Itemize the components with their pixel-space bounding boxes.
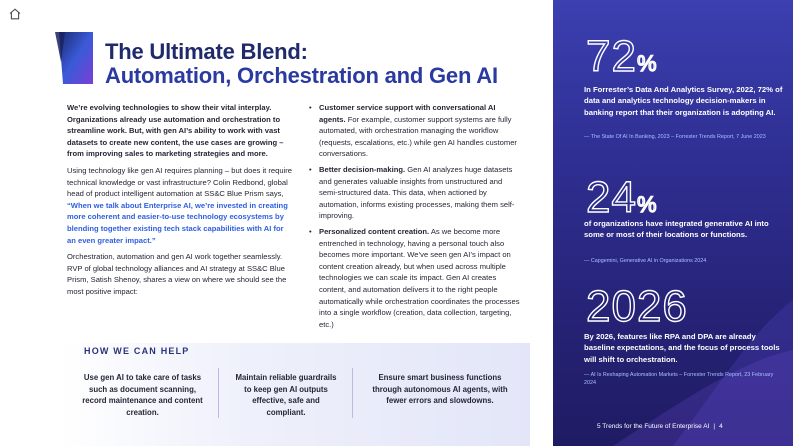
stat-source: — Capgemini, Generative AI in Organizations 2024: [584, 258, 707, 264]
stat-source: — The State Of AI In Banking, 2023 – Forrester Trends Report, 7 June 2023: [584, 134, 766, 140]
stat-value: 72: [586, 32, 637, 81]
list-item: [307, 164, 520, 222]
footer-separator: |: [713, 423, 716, 430]
help-divider: [218, 368, 219, 418]
shenoy-paragraph: Orchestration, automation and gen AI work together seamlessly. RVP of global technology alliances and AI strategy at SS&C Blue Prism, Satish Shenoy, shares a view on where we should see the most positive impact:: [67, 252, 287, 296]
help-item: Ensure smart business functions through autonomous AI agents, with fewer errors and slowdowns.: [372, 373, 508, 405]
help-item: Use gen AI to take care of tasks such as document scanning, record maintenance and content creation.: [82, 373, 203, 417]
bullet-text: Gen AI analyzes huge datasets and generates valuable insights from unstructured and semi-structured data. This data, when actioned by automation, informs existing processes, making them self-improving.: [319, 164, 515, 221]
stat-number: [586, 284, 688, 337]
bullet-text: As we become more entrenched in technology, having a personal touch also becomes more important. We’ve seen gen AI’s impact on content creation already, but when used across multiple technologies we can scale its impact. Gen AI creates content, and automation delivers it to the right people automatically while orchestration coordinates the processes into a single workflow (creation, data collection, targeting, etc.): [319, 226, 520, 329]
bullet-lead: Customer service support with conversational AI agents.: [319, 103, 496, 124]
title-line-2: Automation, Orchestration and Gen AI: [105, 63, 498, 88]
intro-paragraph: We’re evolving technologies to show their vital interplay. Organizations already use automation and orchestration to streamline work. But, with gen AI’s ability to work with vast datasets to create new content, the use cases are growing – from improving sales to marketing strategies and more.: [67, 103, 284, 159]
stat-suffix: %: [636, 192, 658, 217]
stat-value: 2026: [586, 282, 688, 331]
redbond-paragraph: [67, 165, 292, 246]
page-number: 4: [719, 423, 723, 430]
help-item: Maintain reliable guardrails to keep gen AI outputs effective, safe and compliant.: [235, 373, 337, 417]
title-line-1: The Ultimate Blend:: [105, 39, 308, 64]
page-title: [105, 40, 498, 88]
redbond-quote: “When we talk about Enterprise AI, we’re invested in creating more coherent and easier-to-use technology ecosystems by blending together existing tech stack capabilities with AI for an even greater impact.”: [67, 200, 288, 245]
bullet-lead: Better decision-making.: [319, 164, 406, 174]
stat-source: — AI Is Reshaping Automation Markets – Forrester Trends Report, 23 February 2024: [584, 372, 774, 386]
stat-number: [586, 34, 658, 87]
title-accent-graphic: [55, 32, 93, 84]
bullet-text: For example, customer support systems are fully automated, with orchestration managing the workflow (requests, escalations, etc.) while gen AI handles customer conversations.: [319, 114, 517, 159]
redbond-text: Using technology like gen AI requires planning – but does it require technical knowledge or vast infrastructure? Colin Redbond, global head of product intelligent automation at SS&C Blue Prism says,: [67, 165, 293, 199]
stat-value: 24: [586, 173, 637, 222]
left-column: [67, 102, 292, 303]
stat-description: In Forrester’s Data And Analytics Survey, 2022, 72% of data and analytics technology decision-makers in banking report that their organization is adopting AI.: [584, 85, 783, 117]
impact-list: [307, 102, 520, 330]
help-heading: HOW WE CAN HELP: [84, 346, 190, 356]
help-divider: [352, 368, 353, 418]
list-item: [307, 102, 520, 160]
list-item: [307, 226, 520, 330]
footer-label: 5 Trends for the Future of Enterprise AI: [597, 423, 710, 430]
page-footer: [597, 423, 723, 430]
stat-suffix: %: [636, 51, 658, 76]
bullet-lead: Personalized content creation.: [319, 226, 430, 236]
stat-description: of organizations have integrated generative AI into some or most of their locations or functions.: [584, 219, 769, 240]
stat-description: By 2026, features like RPA and DPA are already baseline expectations, and the focus of process tools will shift to orchestration.: [584, 332, 780, 364]
home-icon[interactable]: [8, 7, 22, 21]
middle-column: [307, 102, 520, 334]
